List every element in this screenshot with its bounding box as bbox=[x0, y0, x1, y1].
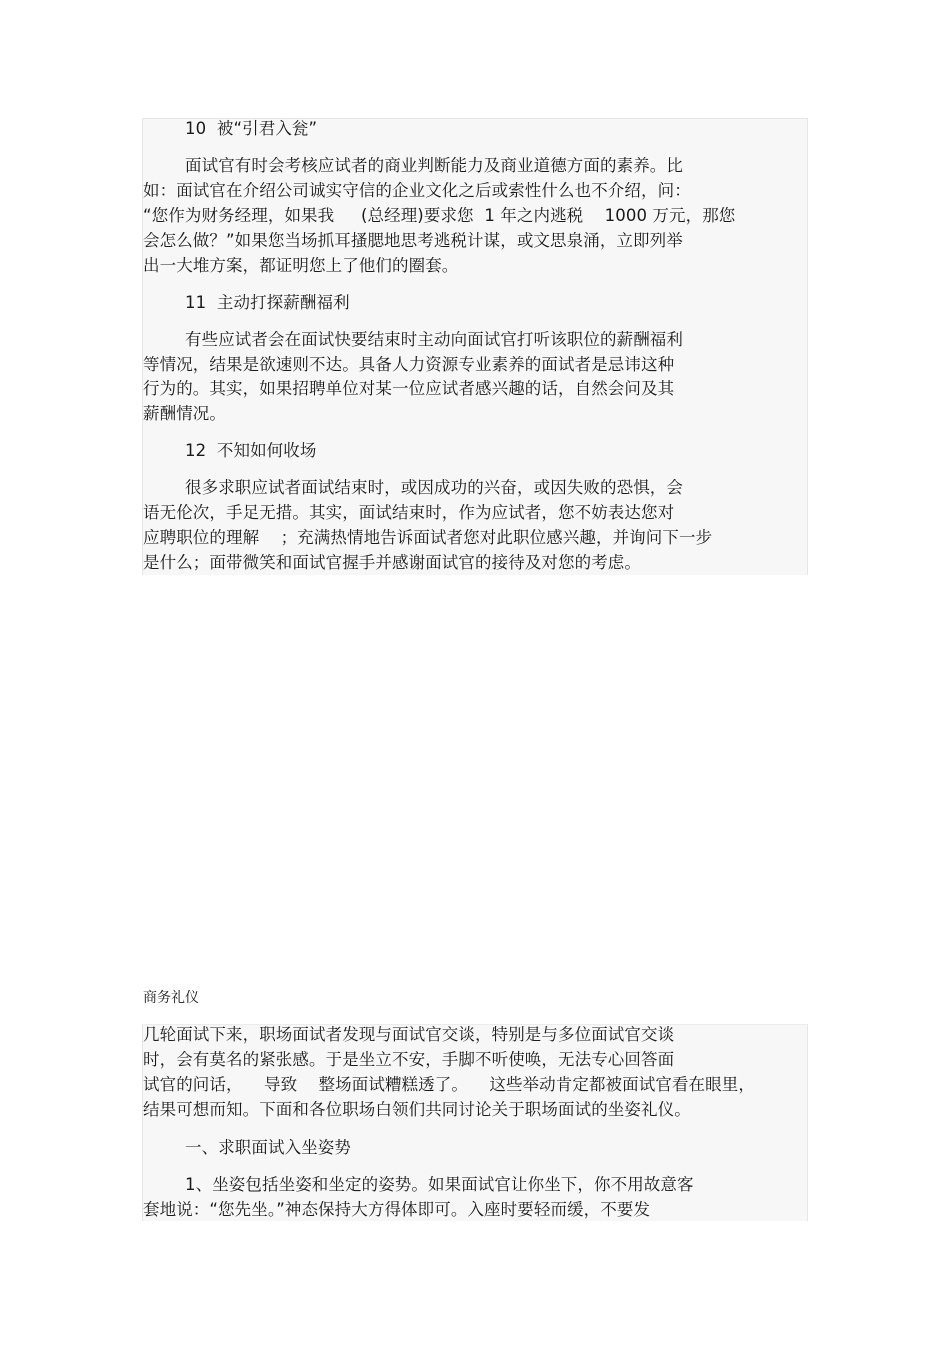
paragraph-line: 面试官有时会考核应试者的商业判断能力及商业道德方面的素养。比 bbox=[185, 156, 683, 175]
paragraph-line: 结果可想而知。下面和各位职场白领们共同讨论关于职场面试的坐姿礼仪。 bbox=[143, 1100, 691, 1119]
paragraph-line: 应聘职位的理解 ；充满热情地告诉面试者您对此职位感兴趣，并询问下一步 bbox=[143, 528, 713, 547]
paragraph-line: 会怎么做？”如果您当场抓耳搔腮地思考逃税计谋，或文思泉涌，立即列举 bbox=[143, 231, 683, 250]
paragraph-line: 行为的。其实，如果招聘单位对某一位应试者感兴趣的话，自然会问及其 bbox=[143, 379, 675, 398]
paragraph-line: 有些应试者会在面试快要结束时主动向面试官打听该职位的薪酬福利 bbox=[185, 330, 683, 349]
paragraph-line: 出一大堆方案，都证明您上了他们的圈套。 bbox=[143, 256, 459, 275]
paragraph-line: 时，会有莫名的紧张感。于是坐立不安，手脚不听使唤，无法专心回答面 bbox=[143, 1050, 675, 1069]
paragraph-line: 套地说：“您先坐。”神态保持大方得体即可。入座时要轻而缓，不要发 bbox=[143, 1200, 651, 1219]
paragraph-line: 薪酬情况。 bbox=[143, 404, 226, 423]
paragraph-line: 如：面试官在介绍公司诚实守信的企业文化之后或索性什么也不介绍，问： bbox=[143, 181, 691, 200]
paragraph-line: 很多求职应试者面试结束时，或因成功的兴奋，或因失败的恐惧，会 bbox=[185, 478, 683, 497]
subsection-heading: 一、求职面试入坐姿势 bbox=[185, 1138, 351, 1157]
paragraph-line: 等情况，结果是欲速则不达。具备人力资源专业素养的面试者是忌讳这种 bbox=[143, 355, 675, 374]
section-heading: 商务礼仪 bbox=[143, 990, 199, 1006]
paragraph-line: 1、坐姿包括坐姿和坐定的姿势。如果面试官让你坐下，你不用故意客 bbox=[185, 1175, 694, 1194]
paragraph-line: 几轮面试下来，职场面试者发现与面试官交谈，特别是与多位面试官交谈 bbox=[143, 1025, 675, 1044]
paragraph-line: 是什么；面带微笑和面试官握手并感谢面试官的接待及对您的考虑。 bbox=[143, 553, 641, 572]
item-heading-11: 11 主动打探薪酬福利 bbox=[185, 293, 350, 312]
paragraph-line: 试官的问话， 导致 整场面试糟糕透了。 这些举动肯定都被面试官看在眼里， bbox=[143, 1075, 755, 1094]
item-heading-12: 12 不知如何收场 bbox=[185, 441, 317, 460]
paragraph-line: “您作为财务经理，如果我 (总经理)要求您 1 年之内逃税 1000 万元，那您 bbox=[143, 206, 736, 225]
item-heading-10: 10 被“引君入瓮” bbox=[185, 119, 318, 138]
paragraph-line: 语无伦次，手足无措。其实，面试结束时，作为应试者，您不妨表达您对 bbox=[143, 503, 675, 522]
